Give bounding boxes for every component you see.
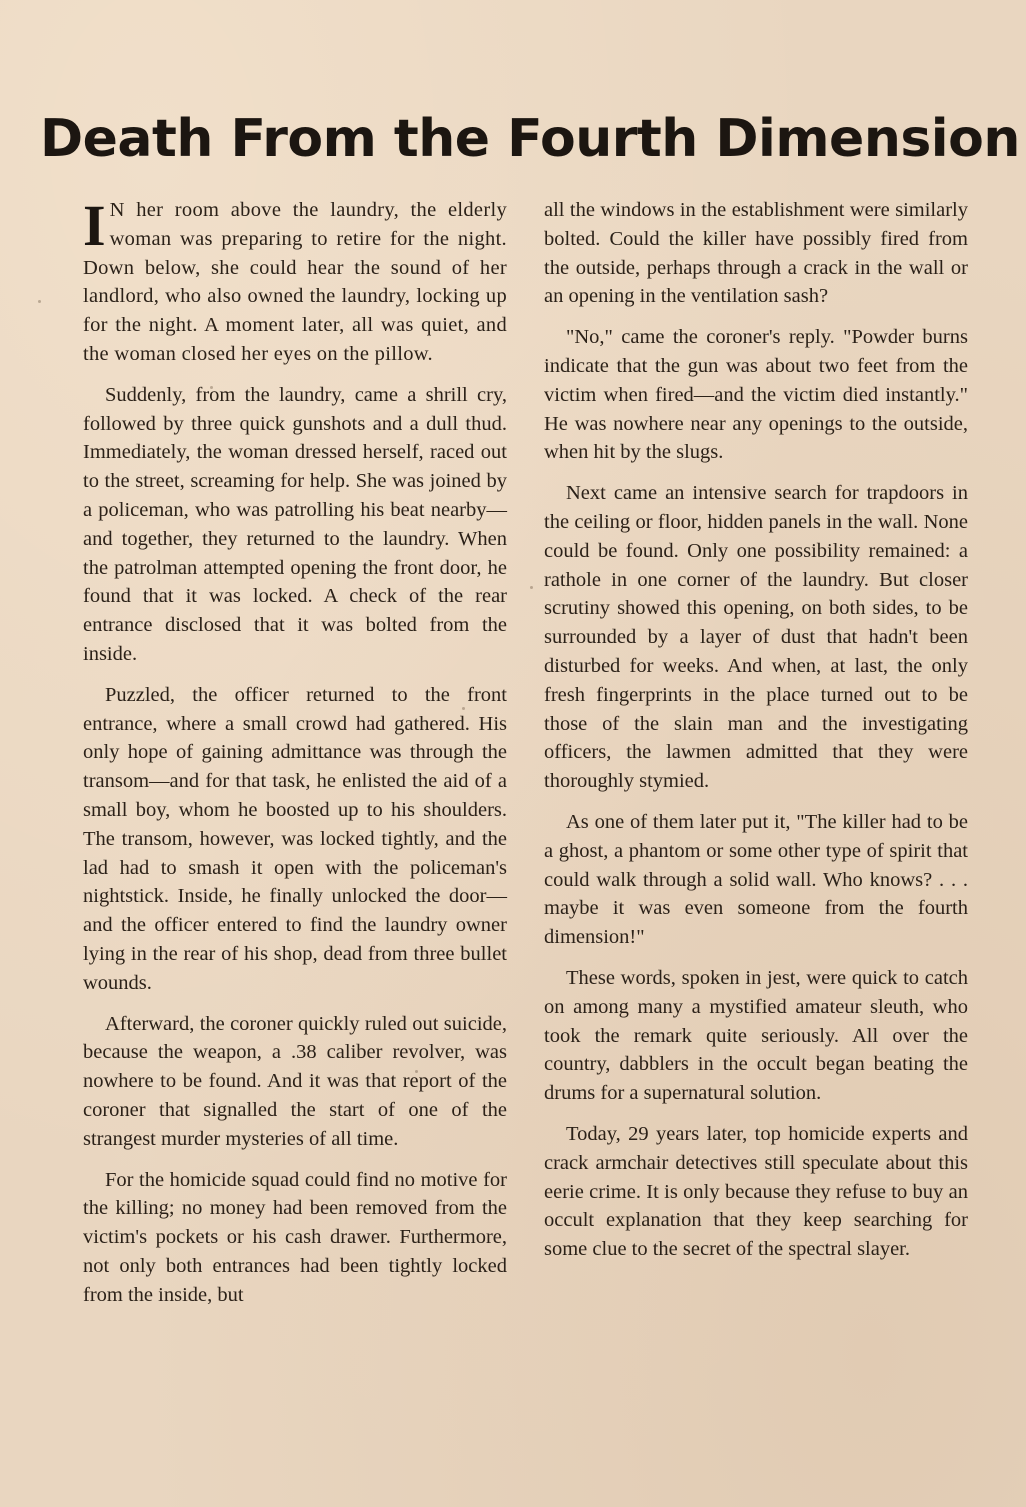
drop-cap: I <box>83 193 106 258</box>
paper-speck <box>462 707 465 710</box>
left-paragraph-4: For the homicide squad could find no motive for the killing; no money had been removed from the victim's pockets or his cash drawer. Furthermore, not only both entrances had been tightly locked from the inside, but <box>83 1168 507 1306</box>
lead-paragraph <box>83 193 507 369</box>
right-paragraph-2: Next came an intensive search for trapdoors in the ceiling or floor, hidden panels in the wall. None could be found. Only one possibility remained: a rathole in one corner of the laundry. But closer scrutiny showed this opening, on both sides, to be surrounded by a layer of dust that hadn't been disturbed for weeks. And when, at last, the only fresh fingerprints in the place turned out to be those of the slain man and the investigating officers, the lawmen admitted that they were thoroughly stymied. <box>544 482 968 793</box>
paper-speck <box>210 386 213 389</box>
right-paragraph-1: "No," came the coroner's reply. "Powder burns indicate that the gun was about two feet from the victim when fired—and the victim died instantly." He was nowhere near any openings to the outside, when hit by the slugs. <box>544 326 968 464</box>
lead-paragraph-text: N her room above the laundry, the elderly woman was preparing to retire for the night. Down below, she could hear the sound of her landlord, who also owned the laundry, locking up for the night. A moment later, all was quiet, and the woman closed her eyes on the pillow. <box>83 199 507 365</box>
right-continuation-paragraph: all the windows in the establishment were similarly bolted. Could the killer have possibly fired from the outside, perhaps through a crack in the wall or an opening in the ventilation sash? <box>544 199 968 308</box>
right-paragraph-4: These words, spoken in jest, were quick to catch on among many a mystified amateur sleuth, who took the remark quite seriously. All over the country, dabblers in the occult began beating the drums for a supernatural solution. <box>544 966 968 1105</box>
right-paragraph-3: As one of them later put it, "The killer had to be a ghost, a phantom or some other type of spirit that could walk through a solid wall. Who knows? . . . maybe it was even someone from the fourth dimension!" <box>544 810 968 949</box>
left-paragraph-3: Afterward, the coroner quickly ruled out suicide, because the weapon, a .38 caliber revolver, was nowhere to be found. And it was that report of the coroner that signalled the start of one of the strangest murder mysteries of all time. <box>83 1012 507 1150</box>
left-column <box>83 193 507 1321</box>
left-paragraph-1: Suddenly, from the laundry, came a shrill cry, followed by three quick gunshots and a dull thud. Immediately, the woman dressed herself, raced out to the street, screaming for help. She was joined by a policeman, who was patrolling his beat nearby—and together, they returned to the laundry. When the patrolman attempted opening the front door, he found that it was locked. A check of the rear entrance disclosed that it was bolted from the inside. <box>83 383 507 665</box>
paper-speck <box>415 1070 418 1073</box>
right-paragraph-5: Today, 29 years later, top homicide experts and crack armchair detectives still speculate about this eerie crime. It is only because they refuse to buy an occult explanation that they keep searching for some clue to the secret of the spectral slayer. <box>544 1122 968 1261</box>
left-paragraph-2: Puzzled, the officer returned to the front entrance, where a small crowd had gathered. His only hope of gaining admittance was through the transom—and for that task, he enlisted the aid of a small boy, whom he boosted up to his shoulders. The transom, however, was locked tightly, and the lad had to smash it open with the policeman's nightstick. Inside, he finally unlocked the door—and the officer entered to find the laundry owner lying in the rear of his shop, dead from three bullet wounds. <box>83 683 507 994</box>
paper-speck <box>38 300 41 303</box>
paper-speck <box>530 586 533 589</box>
article-title: Death From the Fourth Dimension <box>40 109 1020 169</box>
right-column <box>544 196 968 1276</box>
